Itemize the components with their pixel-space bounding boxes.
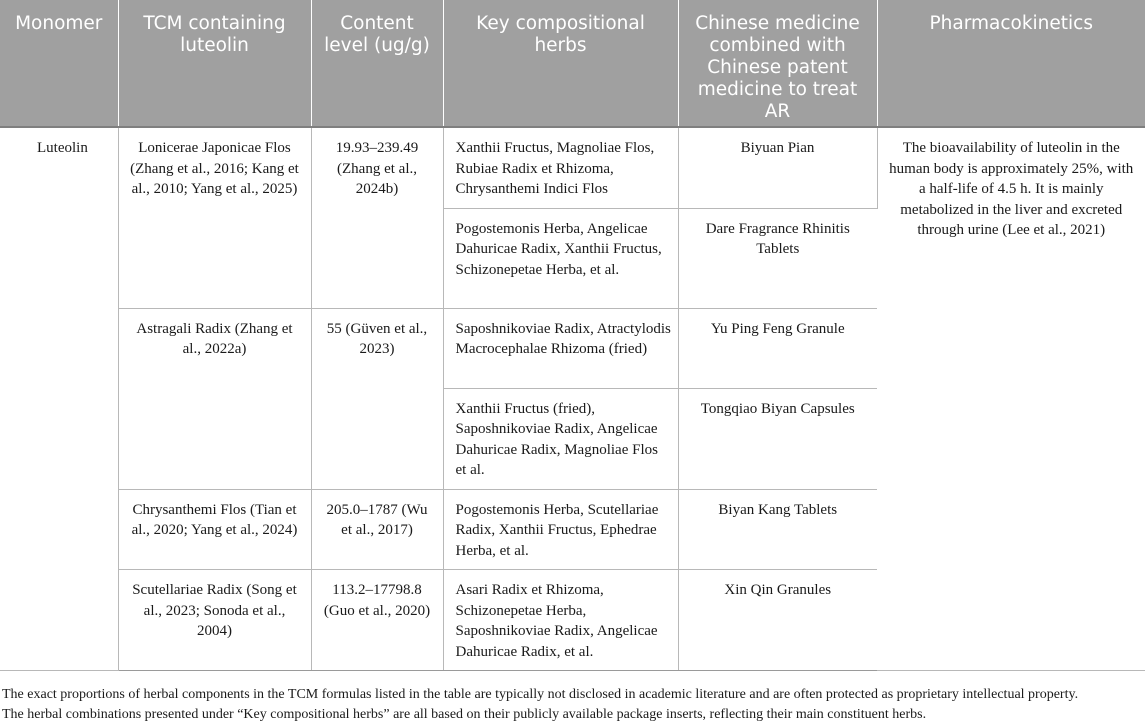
header-key-herbs: Key compositional herbs (443, 0, 678, 127)
herbs-cell: Pogostemonis Herba, Angelicae Dahuricae Radix, Xanthii Fructus, Schizonepetae Herba, et al. (443, 208, 678, 308)
table-body (0, 127, 1145, 671)
monomer-cell: Luteolin (0, 127, 118, 671)
tcm-cell: Scutellariae Radix (Song et al., 2023; Sonoda et al., 2004) (118, 570, 311, 671)
content-cell: 19.93–239.49 (Zhang et al., 2024b) (311, 127, 443, 308)
tcm-cell: Astragali Radix (Zhang et al., 2022a) (118, 308, 311, 489)
footnote: The herbal combinations presented under “Key compositional herbs” are all based on their publicly available package inserts, reflecting their main constituent herbs. (2, 707, 927, 722)
medicine-cell: Tongqiao Biyan Capsules (678, 388, 877, 489)
header-monomer: Monomer (0, 0, 118, 127)
pharmacokinetics-cell: The bioavailability of luteolin in the human body is approximately 25%, with a half-life of 4.5 h. It is mainly metabolized in the liver and excreted through urine (Lee et al., 2021) (877, 127, 1145, 671)
content-cell: 55 (Güven et al., 2023) (311, 308, 443, 489)
header-content-level: Content level (ug/g) (311, 0, 443, 127)
herbs-cell: Pogostemonis Herba, Scutellariae Radix, Xanthii Fructus, Ephedrae Herba, et al. (443, 489, 678, 570)
table-row (0, 127, 1145, 208)
header-pharmacokinetics: Pharmacokinetics (877, 0, 1145, 127)
herbs-cell: Saposhnikoviae Radix, Atractylodis Macrocephalae Rhizoma (fried) (443, 308, 678, 388)
medicine-cell: Biyan Kang Tablets (678, 489, 877, 570)
content-cell: 205.0–1787 (Wu et al., 2017) (311, 489, 443, 570)
header-chinese-medicine: Chinese medicine combined with Chinese patent medicine to treat AR (678, 0, 877, 127)
tcm-cell: Lonicerae Japonicae Flos (Zhang et al., 2016; Kang et al., 2010; Yang et al., 2025) (118, 127, 311, 308)
content-cell: 113.2–17798.8 (Guo et al., 2020) (311, 570, 443, 671)
herbs-cell: Xanthii Fructus, Magnoliae Flos, Rubiae Radix et Rhizoma, Chrysanthemi Indici Flos (443, 127, 678, 208)
tcm-cell: Chrysanthemi Flos (Tian et al., 2020; Yang et al., 2024) (118, 489, 311, 570)
table-footnotes (2, 685, 1078, 725)
table-header (0, 0, 1145, 127)
medicine-cell: Biyuan Pian (678, 127, 877, 208)
medicine-cell: Dare Fragrance Rhinitis Tablets (678, 208, 877, 308)
medicine-cell: Xin Qin Granules (678, 570, 877, 671)
medicine-cell: Yu Ping Feng Granule (678, 308, 877, 388)
header-tcm: TCM containing luteolin (118, 0, 311, 127)
herbs-cell: Asari Radix et Rhizoma, Schizonepetae Herba, Saposhnikoviae Radix, Angelicae Dahuricae Radix, et al. (443, 570, 678, 671)
footnote: The exact proportions of herbal components in the TCM formulas listed in the table are typically not disclosed in academic literature and are often protected as proprietary intellectual property. (2, 687, 1079, 702)
herbs-cell: Xanthii Fructus (fried), Saposhnikoviae Radix, Angelicae Dahuricae Radix, Magnoliae Flos et al. (443, 388, 678, 489)
